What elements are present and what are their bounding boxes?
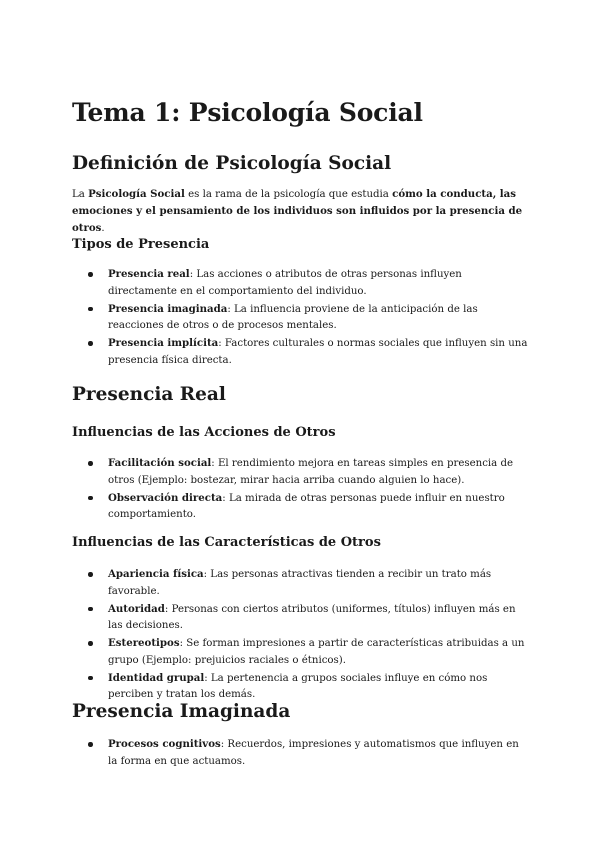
section-definicion	[72, 152, 530, 176]
list-item-text: : La pertenencia a grupos sociales influye en cómo nos perciben y tratan los demás.	[108, 672, 488, 700]
list-tipos-block	[72, 266, 530, 370]
list-tipos	[72, 266, 530, 369]
bold-phrase: cómo la conducta, las emociones y el pensamiento de los individuos son influidos por la presencia de otros	[72, 188, 523, 234]
subsection-tipos	[72, 236, 530, 254]
list-item-term: Presencia imaginada	[108, 302, 228, 315]
list-caracteristicas-block	[72, 566, 530, 704]
list-caracteristicas	[72, 566, 530, 704]
list-item-term: Presencia implícita	[108, 337, 219, 349]
list-item-term: Identidad grupal	[108, 671, 205, 684]
bullet-icon	[88, 572, 93, 577]
section-heading: Presencia Real	[72, 384, 226, 405]
text-run: es la rama de la psicología que estudia	[184, 189, 393, 200]
section-real	[72, 383, 530, 407]
list-item-term: Facilitación social	[108, 457, 212, 469]
bullet-icon	[88, 496, 93, 501]
list-item-term: Procesos cognitivos	[108, 738, 221, 750]
list-item-term: Autoridad	[108, 602, 165, 615]
list-item	[72, 455, 530, 489]
list-item-term: Estereotipos	[108, 637, 180, 649]
list-item-text: : El rendimiento mejora en tareas simples en presencia de otros (Ejemplo: bostezar, mirar hacia arriba cuando alguien lo hace).	[108, 458, 514, 486]
bullet-icon	[88, 676, 93, 681]
subsection-heading: Influencias de las Características de Otros	[72, 535, 381, 550]
bullet-icon	[88, 461, 93, 466]
bold-term: Psicología Social	[88, 188, 185, 200]
subsection-acciones	[72, 424, 530, 442]
list-item	[72, 736, 530, 770]
bullet-icon	[88, 742, 93, 747]
page-title: Tema 1: Psicología Social	[72, 98, 423, 127]
section-heading: Definición de Psicología Social	[72, 153, 392, 174]
list-acciones	[72, 455, 530, 524]
list-item	[72, 490, 530, 524]
bullet-icon	[88, 607, 93, 612]
list-item-text: : Las personas atractivas tienden a recibir un trato más favorable.	[108, 569, 492, 597]
section-imaginada	[72, 700, 530, 724]
bullet-icon	[88, 272, 93, 277]
list-item	[72, 566, 530, 600]
list-imaginada	[72, 736, 530, 770]
list-item	[72, 266, 530, 300]
list-item-text: : Las acciones o atributos de otras personas influyen directamente en el comportamiento del individuo.	[108, 269, 462, 297]
list-item	[72, 335, 530, 369]
subsection-heading: Tipos de Presencia	[72, 237, 210, 252]
subsection-heading: Influencias de las Acciones de Otros	[72, 425, 336, 440]
text-run: .	[101, 223, 105, 234]
list-item-term: Presencia real	[108, 268, 190, 280]
bullet-icon	[88, 341, 93, 346]
list-item-text: : Se forman impresiones a partir de características atribuidas a un grupo (Ejemplo: prejuicios raciales o étnicos).	[108, 638, 525, 666]
list-acciones-block	[72, 455, 530, 524]
list-item	[72, 635, 530, 669]
bullet-icon	[88, 641, 93, 646]
section-heading: Presencia Imaginada	[72, 701, 291, 722]
list-item-text: : Recuerdos, impresiones y automatismos que influyen en la forma en que actuamos.	[108, 739, 519, 767]
list-item-text: : Factores culturales o normas sociales que influyen sin una presencia física directa.	[108, 338, 528, 366]
list-item	[72, 670, 530, 704]
definition-paragraph	[72, 186, 530, 237]
list-item	[72, 601, 530, 635]
text-run: La	[72, 189, 89, 200]
list-item	[72, 301, 530, 335]
list-item-text: : La mirada de otras personas puede influir en nuestro comportamiento.	[108, 492, 505, 520]
definition-paragraph-block	[72, 186, 530, 237]
list-item-term: Apariencia física	[108, 568, 204, 580]
list-item-text: : La influencia proviene de la anticipación de las reacciones de otros o de procesos mentales.	[108, 303, 478, 331]
list-imaginada-block	[72, 736, 530, 771]
bullet-icon	[88, 307, 93, 312]
subsection-caracteristicas	[72, 534, 530, 552]
list-item-term: Observación directa	[108, 491, 223, 504]
list-item-text: : Personas con ciertos atributos (uniformes, títulos) influyen más en las decisiones.	[108, 603, 516, 631]
